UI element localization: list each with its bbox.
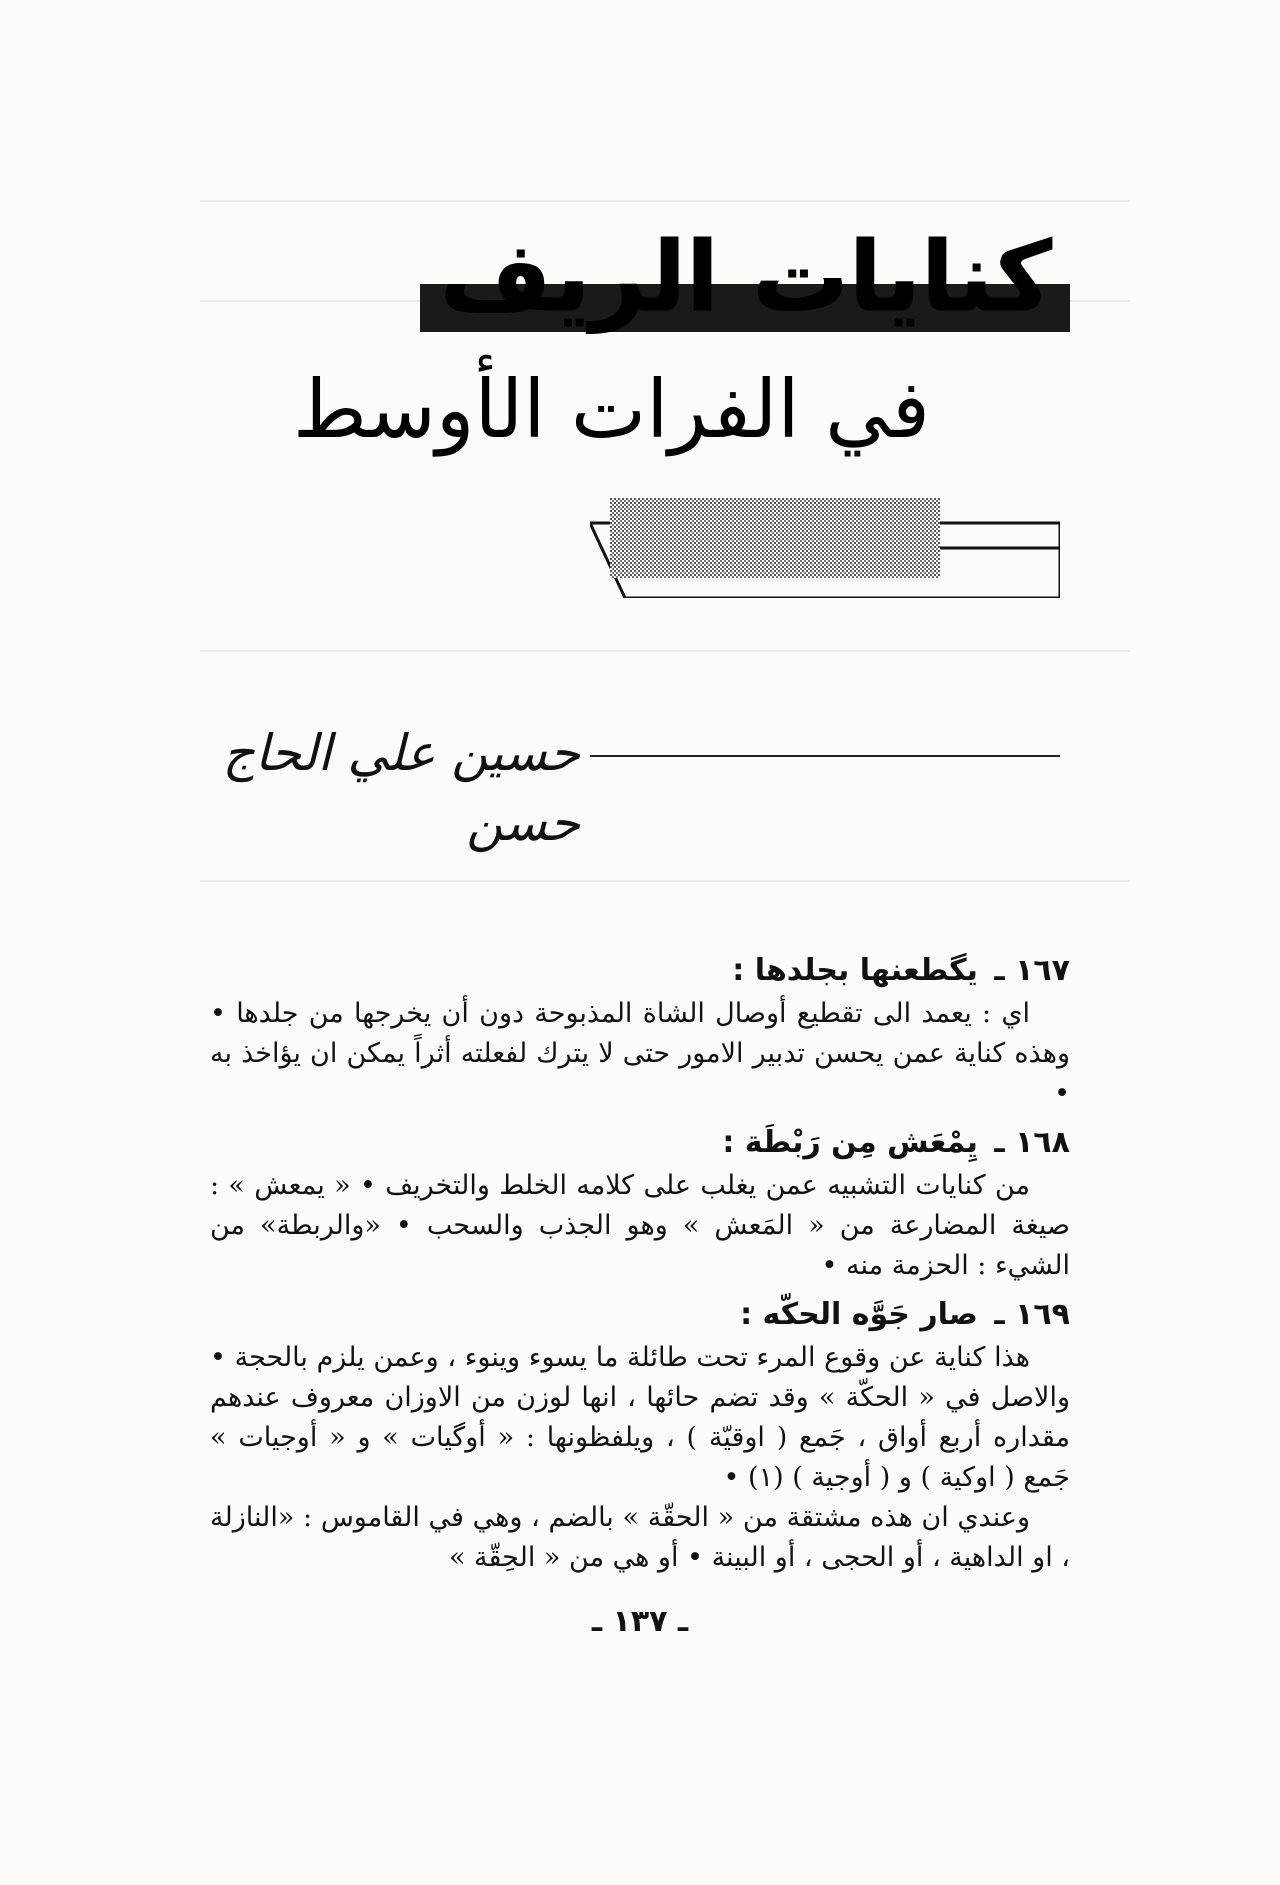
author-rule — [590, 755, 1060, 757]
show-through-texture — [200, 650, 1130, 652]
entry-heading — [210, 1120, 1070, 1166]
entry-title: يِمْعَش مِن رَبْطَة : — [722, 1125, 978, 1160]
show-through-texture — [200, 880, 1130, 882]
entry-number: ١٦٨ ـ — [994, 1125, 1070, 1160]
entry-paragraph: اي : يعمد الى تقطيع أوصال الشاة المذبوحة دون أن يخرجها من جلدها • وهذه كناية عمن يحسن تدبير الامور حتى لا يترك لفعلته أثراً يمكن ان يؤاخذ به • — [210, 998, 1070, 1109]
page-number: ـ ١٣٧ ـ — [591, 1604, 689, 1639]
entry-title: صار جَوَّه الحكّه : — [740, 1297, 978, 1332]
entry-title: يگطعنها بجلدها : — [732, 953, 978, 988]
entry-paragraph: من كنايات التشبيه عمن يغلب على كلامه الخلط والتخريف • « يمعش » : صيغة المضارعة من « المَعش » وهو الجذب والسحب • «والربطة» من الشيء : الحزمة منه • — [210, 1170, 1070, 1281]
entry-heading — [210, 948, 1070, 994]
book-title-subtitle: في الفرات الأوسط — [292, 363, 930, 456]
entry-number: ١٦٩ ـ — [994, 1297, 1070, 1332]
entry-167 — [210, 948, 1070, 1114]
entry-number: ١٦٧ ـ — [994, 953, 1070, 988]
entry-paragraph: هذا كناية عن وقوع المرء تحت طائلة ما يسوء وينوء ، وعمن يلزم بالحجة • والاصل في « الحكّة » وقد تضم حائها ، انها لوزن من الاوزان معروف عندهم مقداره أربع أواق ، جَمع ( اوقيّة ) ، ويلفظونها : « أوگيات » و « أوجيات » جَمع ( اوكية ) و ( أوجية ) (١) • — [210, 1342, 1070, 1493]
body-text — [210, 948, 1070, 1584]
entry-heading — [210, 1292, 1070, 1338]
entry-paragraph: وعندي ان هذه مشتقة من « الحقّة » بالضم ، وهي في القاموس : «النازلة ، او الداهية ، أو الحجى ، أو البينة • أو هي من « الحِقّة » — [210, 1502, 1070, 1573]
author-name: حسين علي الحاج حسن — [222, 724, 580, 852]
entry-168 — [210, 1120, 1070, 1286]
entry-169 — [210, 1292, 1070, 1578]
book-title-main: كنايات الريف — [420, 218, 1070, 332]
show-through-texture — [200, 200, 1130, 202]
decorative-banner — [590, 498, 1060, 598]
